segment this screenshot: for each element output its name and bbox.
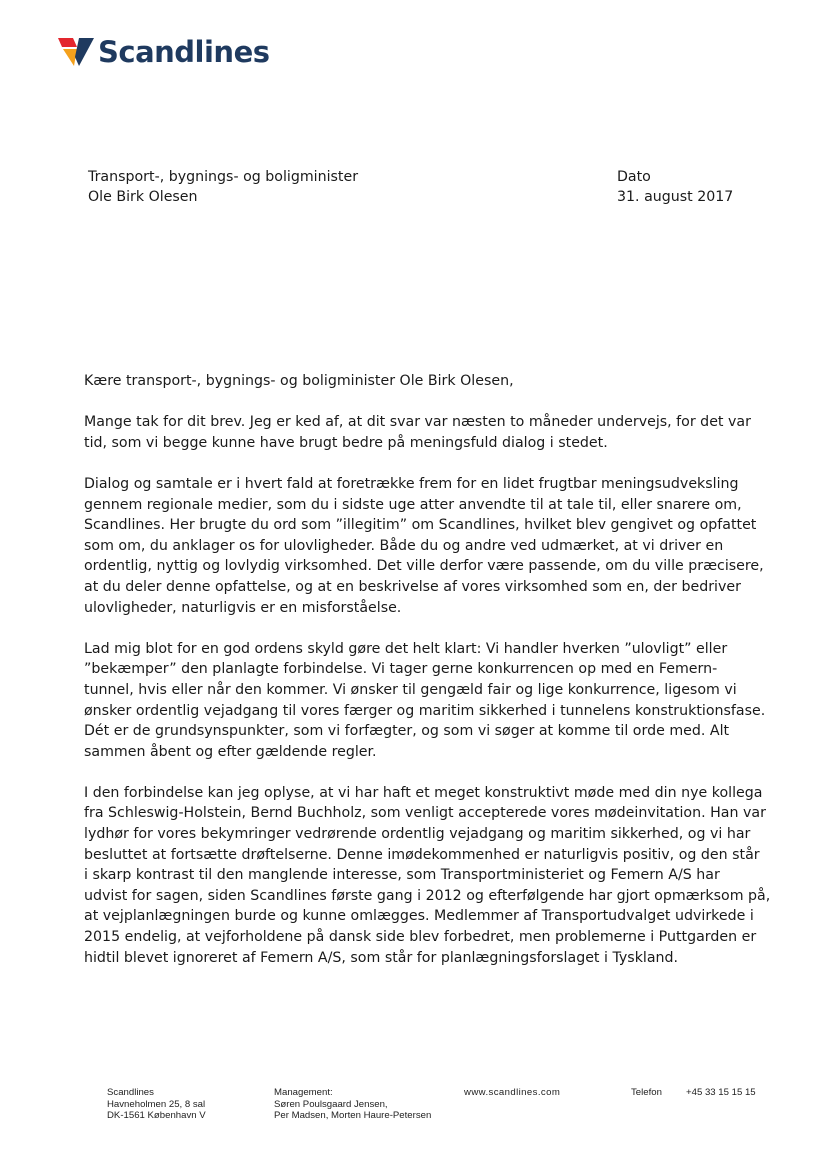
footer-management-line1: Søren Poulsgaard Jensen, — [274, 1098, 388, 1110]
text-line: ”bekæmper” den planlagte forbindelse. Vi tager gerne konkurrencen op med en Femern- — [84, 661, 718, 678]
date-block — [617, 167, 733, 207]
text-line: ordentlig, nyttig og lovlydig virksomhed. Det ville derfor være passende, om du ville præcisere, — [84, 558, 764, 575]
footer-company — [107, 1087, 206, 1122]
text-line: tid, som vi begge kunne have brugt bedre på meningsfuld dialog i stedet. — [84, 434, 608, 451]
text-line: lydhør for vores bekymringer vedrørende ordentlig vejadgang og maritim sikkerhed, og vi har — [84, 826, 751, 843]
footer-management-line2: Per Madsen, Morten Haure-Petersen — [274, 1110, 432, 1121]
salutation: Kære transport-, bygnings- og boligminister Ole Birk Olesen, — [84, 373, 514, 389]
date-label: Dato — [617, 169, 651, 185]
text-line: Dét er de grundsynspunkter, som vi forfægter, og som vi søger at komme til orde med. Alt — [84, 723, 730, 740]
date-value: 31. august 2017 — [617, 189, 734, 205]
text-line: I den forbindelse kan jeg oplyse, at vi har haft et meget konstruktivt møde med din nye kollega — [84, 784, 763, 801]
paragraph-1 — [84, 412, 751, 453]
footer-management-label: Management: — [274, 1087, 333, 1098]
footer-company-street: Havneholmen 25, 8 sal — [107, 1098, 206, 1110]
scandlines-logo — [58, 36, 270, 68]
text-line: hidtil blevet ignoreret af Femern A/S, som står for planlægningsforslaget i Tyskland. — [84, 949, 679, 966]
scandlines-logo-icon — [58, 36, 94, 68]
paragraph-2 — [84, 474, 764, 618]
recipient-block — [88, 167, 358, 207]
recipient-title: Transport-, bygnings- og boligminister — [88, 169, 359, 185]
text-line: sammen åbent og efter gældende regler. — [84, 743, 377, 760]
text-line: Mange tak for dit brev. Jeg er ked af, at dit svar var næsten to måneder undervejs, for det var — [84, 414, 751, 431]
text-line: som om, du anklager os for ulovligheder. Både du og andre ved udmærket, at vi driver en — [84, 537, 724, 554]
paragraph-3 — [84, 639, 766, 763]
text-line: fra Schleswig-Holstein, Bernd Buchholz, som venligt accepterede vores mødeinvitation. Han var — [84, 805, 766, 822]
text-line: 2015 endelig, at vejforholdene på dansk side blev forbedret, men problemerne i Puttgarden er — [84, 929, 757, 946]
letter-body — [84, 371, 771, 989]
text-line: Lad mig blot for en god ordens skyld gøre det helt klart: Vi handler hverken ”ulovligt” eller — [84, 640, 728, 657]
footer-company-city: DK-1561 København V — [107, 1110, 206, 1121]
footer-phone: +45 33 15 15 15 — [686, 1087, 756, 1098]
text-line: udvist for sagen, siden Scandlines første gang i 2012 og efterfølgende har gjort opmærksom på, — [84, 887, 771, 904]
text-line: gennem regionale medier, som du i sidste uge atter anvendte til at tale til, eller snarere om, — [84, 496, 742, 513]
paragraph-4 — [84, 783, 771, 968]
footer-phone-label: Telefon — [631, 1087, 662, 1098]
text-line: at vejplanlægningen burde og kunne omlægges. Medlemmer af Transportudvalget udvirkede i — [84, 908, 754, 925]
recipient-name: Ole Birk Olesen — [88, 189, 198, 205]
text-line: Scandlines. Her brugte du ord som ”illegitim” om Scandlines, hvilket blev gengivet og opfattet — [84, 517, 757, 534]
text-line: ulovligheder, naturligvis er en misforståelse. — [84, 599, 402, 616]
text-line: i skarp kontrast til den manglende interesse, som Transportministeriet og Femern A/S har — [84, 867, 720, 884]
footer-website: www.scandlines.com — [464, 1087, 561, 1098]
footer-company-name: Scandlines — [107, 1087, 154, 1098]
text-line: tunnel, hvis eller når den kommer. Vi ønsker til gengæld fair og lige konkurrence, ligesom vi — [84, 681, 737, 698]
text-line: ønsker ordentlig vejadgang til vores færger og maritim sikkerhed i tunnelens konstruktionsfase. — [84, 702, 766, 719]
footer-management — [274, 1087, 431, 1122]
text-line: besluttet at fortsætte drøftelserne. Denne imødekommenhed er naturligvis positiv, og den står — [84, 846, 760, 863]
text-line: Dialog og samtale er i hvert fald at foretrække frem for en lidet frugtbar meningsudveksling — [84, 475, 739, 492]
text-line: at du deler denne opfattelse, og at en beskrivelse af vores virksomhed som en, der bedriver — [84, 578, 741, 595]
logo-wordmark: Scandlines — [98, 34, 270, 69]
